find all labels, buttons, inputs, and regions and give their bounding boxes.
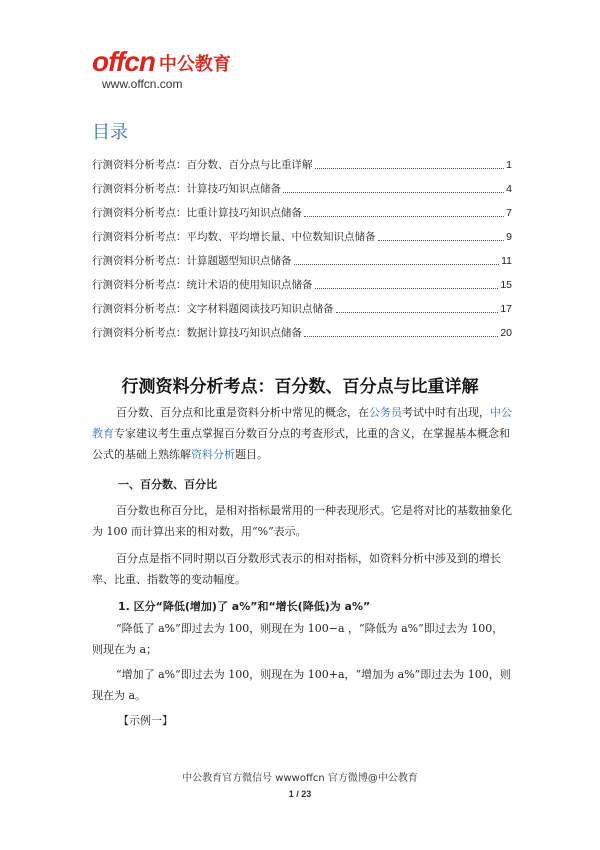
toc-item[interactable] (92, 244, 512, 268)
offcn-logo (92, 48, 231, 91)
toc-leader-dots (315, 168, 505, 169)
link-offcn[interactable]: 中公教育 (92, 406, 512, 440)
intro-text-d: 题目。 (235, 448, 268, 461)
toc-item-page: 4 (506, 183, 512, 195)
logo-brand: offcn (92, 46, 155, 77)
intro-text-a: 百分数、百分点和比重是资料分析中常见的概念，在 (116, 406, 369, 419)
toc-item[interactable] (92, 148, 512, 172)
intro-paragraph (92, 402, 512, 465)
logo-url: www.offcn.com (102, 77, 183, 91)
toc-leader-dots (304, 216, 504, 217)
page-number: 1 / 23 (288, 789, 312, 799)
paragraph-increase: “增加了 a%”即过去为 100，则现在为 100+a，“增加为 a%”即过去为 100，则现在为 a。 (92, 668, 511, 702)
paragraph-percentage-point: 百分点是指不同时期以百分数形式表示的相对指标，如资料分析中涉及到的增长率、比重、指数等的变动幅度。 (92, 552, 501, 586)
link-data-analysis[interactable]: 资料分析 (191, 448, 235, 461)
toc-item-page: 9 (506, 231, 512, 243)
table-of-contents (92, 148, 512, 340)
toc-item-label: 行测资料分析考点：统计术语的使用知识点储备 (92, 279, 313, 291)
toc-leader-dots (294, 264, 500, 265)
toc-item-page: 15 (500, 279, 512, 291)
toc-leader-dots (378, 240, 505, 241)
toc-item-page: 7 (506, 207, 512, 219)
toc-item[interactable] (92, 220, 512, 244)
toc-item[interactable] (92, 172, 512, 196)
intro-text-c: 专家建议考生重点掌握百分数百分点的考查形式，比重的含义，在掌握基本概念和公式的基础上熟练解 (92, 427, 510, 461)
toc-leader-dots (315, 288, 499, 289)
toc-item-page: 1 (506, 159, 512, 171)
toc-item[interactable] (92, 316, 512, 340)
paragraph-percent-definition: 百分数也称百分比，是相对指标最常用的一种表现形式。它是将对比的基数抽象化为 100 而计算出来的相对数，用“%”表示。 (92, 504, 512, 538)
toc-leader-dots (283, 192, 504, 193)
toc-item-page: 11 (501, 255, 512, 267)
toc-item-label: 行测资料分析考点：计算题题型知识点储备 (92, 255, 292, 267)
toc-leader-dots (304, 336, 498, 337)
toc-item-page: 20 (500, 327, 512, 339)
toc-item[interactable] (92, 196, 512, 220)
logo-cn: 中公教育 (158, 54, 231, 75)
toc-item-label: 行测资料分析考点：比重计算技巧知识点储备 (92, 207, 302, 219)
page-footer: 中公教育官方微信号 wwwoffcn 官方微博@中公教育 (182, 773, 418, 784)
toc-item-page: 17 (500, 303, 512, 315)
intro-text-b: 考试中时有出现， (402, 406, 490, 419)
toc-leader-dots (336, 312, 499, 313)
paragraph-decrease: “降低了 a%”即过去为 100，则现在为 100−a ，“降低为 a%”即过去为 100，则现在为 a； (92, 622, 504, 656)
toc-item-label: 行测资料分析考点：文字材料题阅读技巧知识点储备 (92, 303, 334, 315)
toc-item[interactable] (92, 268, 512, 292)
link-civil-servant[interactable]: 公务员 (369, 406, 402, 419)
toc-item[interactable] (92, 292, 512, 316)
toc-item-label: 行测资料分析考点：百分数、百分点与比重详解 (92, 159, 313, 171)
toc-item-label: 行测资料分析考点：平均数、平均增长量、中位数知识点储备 (92, 231, 376, 243)
toc-item-label: 行测资料分析考点：计算技巧知识点储备 (92, 183, 281, 195)
subheading-distinguish: 1. 区分“降低(增加)了 a%”和“增长(降低)为 a%” (118, 600, 371, 613)
example-label: 【示例一】 (118, 714, 173, 727)
toc-title: 目录 (92, 122, 128, 143)
section-heading-percent: 一、百分数、百分比 (118, 478, 217, 491)
toc-item-label: 行测资料分析考点：数据计算技巧知识点储备 (92, 327, 302, 339)
article-title: 行测资料分析考点：百分数、百分点与比重详解 (121, 377, 479, 397)
